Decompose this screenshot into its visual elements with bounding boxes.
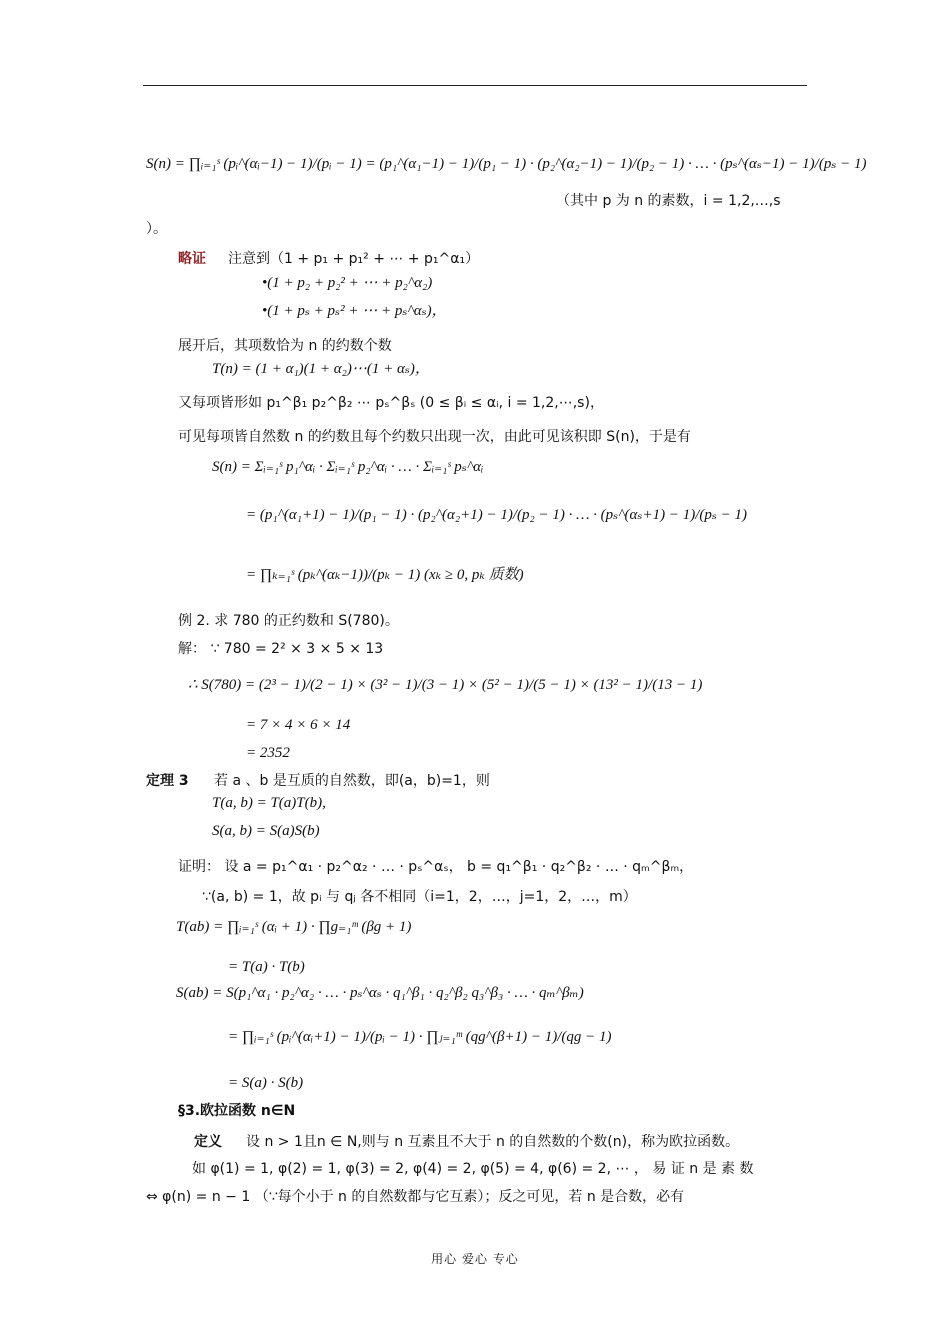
euler-examples: 如 φ(1) = 1, φ(2) = 1, φ(3) = 2, φ(4) = 2, φ(5) = 4, φ(6) = 2, ⋯ ， 易 证 n 是 素 数	[192, 1161, 754, 1177]
theorem-3-proof-2: ∵(a, b) = 1，故 pᵢ 与 qⱼ 各不相同（i=1，2，…，j=1，2，…，m）	[202, 889, 637, 905]
theorem-3-proof-1: 证明： 设 a = p₁^α₁ · p₂^α₂ · … · pₛ^αₛ， b = q₁^β₁ · q₂^β₂ · … · qₘ^βₘ，	[178, 859, 694, 875]
header-rule	[143, 85, 807, 86]
theorem-3-S-product: = ∏ᵢ₌₁ˢ (pᵢ^(αᵢ+1) − 1)/(pᵢ − 1) · ∏ⱼ₌₁ᵐ (qg^(β+1) − 1)/(qg − 1)	[228, 1029, 612, 1045]
example-2-result: = 2352	[246, 745, 290, 761]
definition-text: 设 n > 1且n ∈ N,则与 n 互素且不大于 n 的自然数的个数(n)，称为欧拉函数。	[246, 1134, 740, 1150]
example-2-product: = 7 × 4 × 6 × 14	[246, 717, 351, 733]
euler-prime-criterion: ⇔ φ(n) = n − 1 （∵每个小于 n 的自然数都与它互素）；反之可见，若 n 是合数，必有	[146, 1189, 685, 1205]
theorem-3-T-ab: T(ab) = ∏ᵢ₌₁ˢ (αᵢ + 1) · ∏g₌₁ᵐ (βg + 1)	[176, 919, 412, 935]
proof-line-6: 可见每项皆自然数 n 的约数且每个约数只出现一次，由此可见该积即 S(n)，于是有	[178, 429, 691, 445]
proof-line-3: •(1 + pₛ + pₛ² + ⋯ + pₛ^αₛ)，	[262, 303, 447, 319]
proof-sketch-label: 略证	[178, 251, 206, 267]
formula-T-n: T(n) = (1 + α₁)(1 + α₂)⋯(1 + αₛ)，	[212, 361, 430, 377]
theorem-3-S-result: = S(a) · S(b)	[228, 1075, 304, 1091]
page-footer: 用心 爱心 专心	[431, 1252, 519, 1266]
example-2-factorization: 解： ∵ 780 = 2² × 3 × 5 × 13	[178, 641, 384, 657]
proof-line-1: 注意到（1 + p₁ + p₁² + ⋯ + p₁^α₁）	[228, 251, 480, 267]
theorem-3-statement: 若 a 、b 是互质的自然数，即(a，b)=1，则	[214, 773, 490, 789]
section-3-heading: §3.欧拉函数 n∈N	[178, 1103, 296, 1119]
formula-S-n-fractions: = (p₁^(α₁+1) − 1)/(p₁ − 1) · (p₂^(α₂+1) − 1)/(p₂ − 1) · … · (pₛ^(αₛ+1) − 1)/(pₛ − 1)	[246, 507, 748, 523]
formula-S-n-note-end: ）。	[146, 221, 167, 237]
proof-line-2: •(1 + p₂ + p₂² + ⋯ + p₂^α₂)	[262, 275, 433, 291]
proof-line-4: 展开后，其项数恰为 n 的约数个数	[178, 338, 392, 354]
definition-label: 定义	[194, 1134, 222, 1150]
formula-S-n-prime: = ∏ₖ₌₁ˢ (pₖ^(αₖ−1))/(pₖ − 1) (xₖ ≥ 0, pₖ 质数)	[246, 567, 524, 583]
example-2-title: 例 2. 求 780 的正约数和 S(780)。	[178, 613, 399, 629]
example-2-formula: ∴ S(780) = (2³ − 1)/(2 − 1) × (3² − 1)/(3 − 1) × (5² − 1)/(5 − 1) × (13² − 1)/(13 − 1)	[188, 677, 703, 693]
formula-S-n-product: S(n) = ∏ᵢ₌₁ˢ (pᵢ^(αᵢ−1) − 1)/(pᵢ − 1) = (p₁^(α₁−1) − 1)/(p₁ − 1) · (p₂^(α₂−1) − 1)/(p₂ − 1) · … · (pₛ^(αₛ−1) − 1)/(pₛ − 1)	[146, 156, 867, 172]
theorem-3-T: T(a, b) = T(a)T(b),	[212, 795, 326, 811]
formula-S-n-note: （其中 p 为 n 的素数，i = 1,2,…,s	[556, 193, 781, 209]
theorem-3-S-ab: S(ab) = S(p₁^α₁ · p₂^α₂ · … · pₛ^αₛ · q₁^β₁ · q₂^β₂ q₃^β₃ · … · qₘ^βₘ)	[176, 985, 584, 1001]
theorem-3-label: 定理 3	[146, 773, 189, 789]
theorem-3-S: S(a, b) = S(a)S(b)	[212, 823, 320, 839]
formula-S-n-sum: S(n) = Σᵢ₌₁ˢ p₁^αᵢ · Σᵢ₌₁ˢ p₂^αᵢ · … · Σᵢ₌₁ˢ pₛ^αᵢ	[212, 459, 484, 475]
proof-line-5: 又每项皆形如 p₁^β₁ p₂^β₂ ⋯ pₛ^βₛ (0 ≤ βᵢ ≤ αᵢ, i = 1,2,⋯,s)，	[178, 395, 604, 411]
theorem-3-T-result: = T(a) · T(b)	[228, 959, 305, 975]
